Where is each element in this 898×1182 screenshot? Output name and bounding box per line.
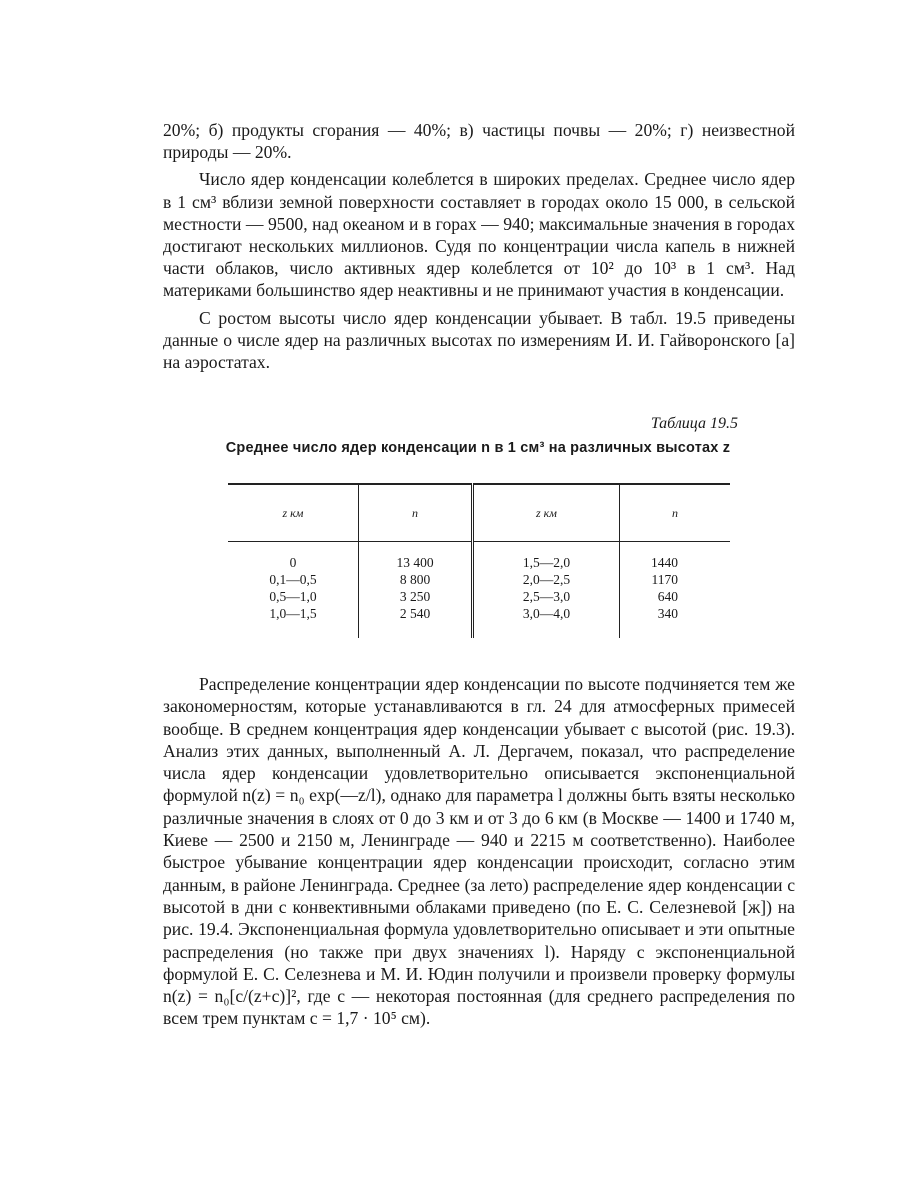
paragraph-height-decrease: С ростом высоты число ядер конденсации убывает. В табл. 19.5 приведены данные о числе ядер на различных высотах по измерениям И. И. Гайворонского [а] на аэростатах.: [163, 307, 795, 373]
table-cell: 0: [289, 555, 297, 570]
header-z-left: z км: [228, 484, 359, 542]
table-cell: 0,5—1,0: [269, 589, 317, 604]
paragraph-nuclei-count: Число ядер конденсации колеблется в широких пределах. Среднее число ядер в 1 см³ вблизи земной поверхности составляет в городах около 15 000, в сельской местности — 9500, над океаном и в горах — 940; максимальные значения в городах достигают нескольких миллионов. Судя по концентрации числа капель в нижней части облаков, число активных ядер колеблется от 10² до 10³ в 1 см³. Над материками большинство ядер неактивны и не принимают участия в конденсации.: [163, 169, 795, 301]
column-n-left: [359, 542, 473, 639]
table-cell: 8 800: [399, 572, 431, 587]
table-cell: 2,0—2,5: [522, 572, 571, 587]
table-body-row: [228, 542, 730, 639]
table-cell: 640: [657, 589, 678, 604]
table-caption: Таблица 19.5: [650, 415, 738, 432]
table-cell: 1440: [651, 555, 678, 570]
table-cell: 2,5—3,0: [522, 589, 571, 604]
header-z-right: z км: [473, 484, 620, 542]
column-z-right: [473, 542, 620, 639]
column-n-right: [620, 542, 731, 639]
table-cell: 1,5—2,0: [522, 555, 571, 570]
table-cell: 1170: [651, 572, 678, 587]
table-cell: 3,0—4,0: [522, 606, 571, 621]
table-cell: 0,1—0,5: [269, 572, 317, 587]
table-cell: 1,0—1,5: [269, 606, 317, 621]
table-cell: 2 540: [399, 606, 431, 621]
header-n-right: n: [620, 484, 731, 542]
paragraph-composition-continued: 20%; б) продукты сгорания — 40%; в) частицы почвы — 20%; г) неизвестной природы — 20%.: [163, 120, 795, 163]
text-block-top: [163, 119, 795, 373]
table-cell: 340: [657, 606, 678, 621]
text-block-bottom: [163, 673, 795, 1030]
table-cell: 13 400: [396, 555, 434, 570]
paragraph-distribution: Распределение концентрации ядер конденсации по высоте подчиняется тем же закономерностям, которые устанавливаются в гл. 24 для атмосферных примесей вообще. В среднем концентрация ядер конденсации убывает с высотой (рис. 19.3). Анализ этих данных, выполненный А. Л. Дергачем, показал, что распределение числа ядер конденсации удовлетворительно описывается экспоненциальной формулой n(z) = n₀ exp(—z/l), однако для параметра l должны быть взяты несколько различные значения в слоях от 0 до 3 км и от 3 до 6 км (в Москве — 1400 и 1740 м, Киеве — 2500 и 2150 м, Ленинграде — 940 и 2215 м соответственно). Наиболее быстрое убывание концентрации ядер конденсации происходит, согласно этим данным, в районе Ленинграда. Среднее (за лето) распределение ядер конденсации с высотой в дни с конвективными облаками приведено (по Е. С. Селезневой [ж]) на рис. 19.4. Экспоненциальная формула удовлетворительно описывает и эти опытные распределения (но также при двух значениях l). Наряду с экспоненциальной формулой Е. С. Селезнева и М. И. Юдин получили и произвели проверку формулы n(z) = n₀[c/(z+c)]², где c — некоторая постоянная (для среднего распределения по всем трем пунктам c = 1,7 · 10⁵ см).: [163, 674, 795, 1029]
table-title: Среднее число ядер конденсации n в 1 см³ на различных высотах z: [225, 440, 731, 456]
table-cell: 3 250: [399, 589, 431, 604]
column-z-left: [228, 542, 359, 639]
nuclei-by-height-table: [228, 483, 730, 638]
header-n-left: n: [359, 484, 473, 542]
